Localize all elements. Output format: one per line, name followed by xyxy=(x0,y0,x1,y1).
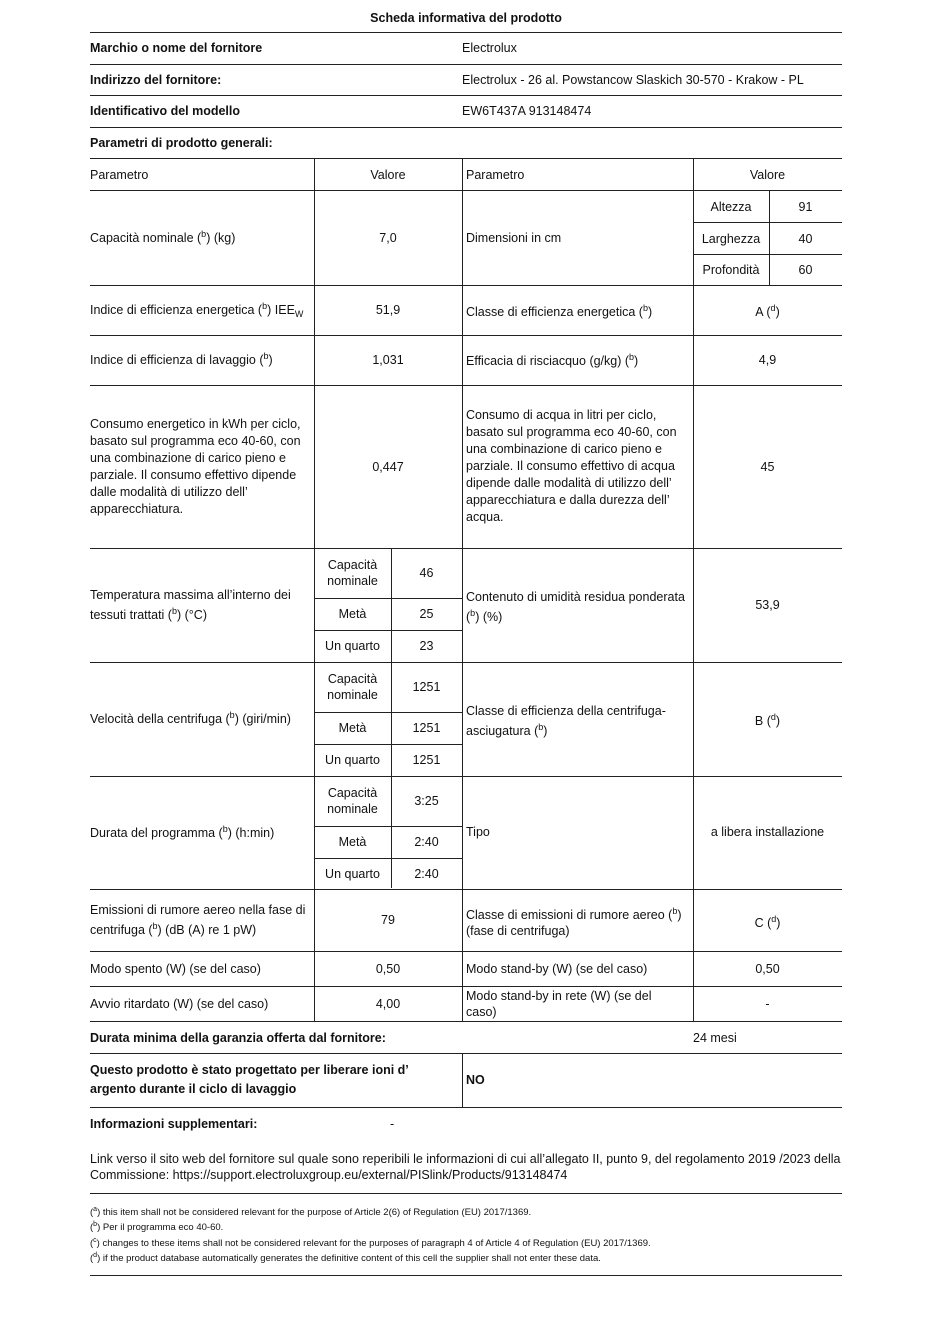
water-consumption-label: Consumo di acqua in litri per ciclo, basato sul programma eco 40-60, con una combinazione di carico pieno e parziale. Il consumo effettivo di acqua dipende dalle modalità di utilizzo dell’ apparecchiatura e dalla durezza dell’ acqua. xyxy=(466,408,677,524)
rule xyxy=(90,1275,842,1276)
warranty-value: 24 mesi xyxy=(693,1031,737,1045)
duration-quarter-value: 2:40 xyxy=(414,866,439,881)
silver-ions-label: Questo prodotto è stato progettato per liberare ioni d’ argento durante il ciclo di lavaggio xyxy=(90,1063,409,1096)
additional-info-value: - xyxy=(390,1117,395,1131)
spin-rated-label: Capacità nominale xyxy=(327,672,378,702)
value-header-right: Valore xyxy=(749,168,786,182)
rule xyxy=(90,95,842,96)
value-header-left: Valore xyxy=(370,168,406,182)
duration-rated-label: Capacità nominale xyxy=(327,786,378,816)
delay-start-label: Avvio ritardato (W) (se del caso) xyxy=(90,996,269,1011)
supplier-website-link[interactable]: Link verso il sito web del fornitore sul quale sono reperibili le informazioni di cui all’allegato II, punto 9, del regolamento 2019 /2023 della Commissione: https://support.electroluxgroup.eu/external/PISlink/Products/913148474 xyxy=(90,1152,841,1182)
depth-label: Profondità xyxy=(702,263,760,277)
document-title: Scheda informativa del prodotto xyxy=(370,11,562,25)
rule xyxy=(90,32,842,33)
duration-half-value: 2:40 xyxy=(414,835,439,849)
height-value: 91 xyxy=(798,200,813,214)
footnote-d: ($^d$) if the product database automatically generates the definitive content of this cell the supplier shall not enter these data. xyxy=(90,1252,601,1264)
height-label: Altezza xyxy=(710,200,752,214)
param-header-right: Parametro xyxy=(466,168,525,182)
spin-half-label: Metà xyxy=(338,721,367,735)
width-value: 40 xyxy=(798,232,813,246)
temp-rated-label: Capacità nominale xyxy=(327,558,378,588)
temp-half-value: 25 xyxy=(419,607,434,621)
moisture-label: Contenuto di umidità residua ponderata ($^b$) (%) xyxy=(466,590,685,624)
noise-value: 79 xyxy=(381,912,395,927)
network-standby-value: - xyxy=(765,996,770,1011)
footnote-c: ($^c$) changes to these items shall not be considered relevant for the purposes of paragraph 4 of Article 4 of Regulation (EU) 2017/1369. xyxy=(90,1237,651,1249)
noise-class-label: Classe di emissioni di rumore aereo ($^b$) (fase di centrifuga) xyxy=(466,905,682,938)
width-label: Larghezza xyxy=(701,232,761,246)
rinse-label: Efficacia di risciacquo (g/kg) ($^b$) xyxy=(466,352,639,368)
duration-rated-value: 3:25 xyxy=(414,794,439,808)
spin-speed-label: Velocità della centrifuga ($^b$) (giri/min) xyxy=(90,710,291,726)
duration-label: Durata del programma ($^b$) (h:min) xyxy=(90,824,275,840)
wash-index-label: Indice di efficienza di lavaggio ($^b$) xyxy=(90,351,273,367)
temp-rated-value: 46 xyxy=(419,566,434,580)
type-value: a libera installazione xyxy=(710,825,825,839)
rule xyxy=(90,127,842,128)
rule xyxy=(90,1193,842,1194)
address-value: Electrolux - 26 al. Powstancow Slaskich 30-570 - Krakow - PL xyxy=(462,73,804,87)
rule xyxy=(693,254,842,255)
duration-quarter-label: Un quarto xyxy=(325,866,380,881)
rule xyxy=(90,1107,842,1108)
brand-label: Marchio o nome del fornitore xyxy=(90,41,263,55)
dimensions-label: Dimensioni in cm xyxy=(466,230,562,245)
rule xyxy=(90,1021,842,1022)
duration-half-label: Metà xyxy=(338,835,367,849)
type-label: Tipo xyxy=(466,825,490,839)
brand-value: Electrolux xyxy=(462,41,517,55)
capacity-label: Capacità nominale ($^b$) (kg) xyxy=(90,228,236,245)
model-label: Identificativo del modello xyxy=(90,104,241,118)
rule xyxy=(90,64,842,65)
rule xyxy=(693,222,842,223)
energy-class-value: A ($^d$) xyxy=(755,303,780,319)
spin-quarter-value: 1251 xyxy=(412,753,441,767)
noise-class-value: C ($^d$) xyxy=(754,913,781,930)
wash-index-value: 1,031 xyxy=(372,353,404,367)
spin-quarter-label: Un quarto xyxy=(325,753,380,767)
network-standby-label: Modo stand-by in rete (W) (se del caso) xyxy=(466,988,652,1019)
capacity-value: 7,0 xyxy=(379,230,397,245)
general-parameters-label: Parametri di prodotto generali: xyxy=(90,136,273,150)
spin-half-value: 1251 xyxy=(412,721,441,735)
eei-value: 51,9 xyxy=(375,303,401,317)
noise-label: Emissioni di rumore aereo nella fase di centrifuga ($^b$) (dB (A) re 1 pW) xyxy=(90,902,306,937)
address-label: Indirizzo del fornitore: xyxy=(90,73,222,87)
column-divider xyxy=(462,158,463,1021)
rule xyxy=(90,158,842,159)
silver-ions-value: NO xyxy=(466,1073,485,1087)
energy-consumption-label: Consumo energetico in kWh per ciclo, basato sul programma eco 40-60, con una combinazione di carico pieno e parziale. Il consumo effettivo dipende dalle modalità di utilizzo dell’ apparecchiatura. xyxy=(90,416,301,516)
eei-label: Indice di efficienza energetica ($^b$) $IEE_W$ xyxy=(90,301,304,319)
warranty-label: Durata minima della garanzia offerta dal fornitore: xyxy=(90,1031,386,1045)
temp-quarter-label: Un quarto xyxy=(325,639,380,653)
off-mode-label: Modo spento (W) (se del caso) xyxy=(90,961,261,976)
delay-start-value: 4,00 xyxy=(375,996,401,1011)
energy-consumption-value: 0,447 xyxy=(372,459,404,474)
temp-half-label: Metà xyxy=(338,607,367,621)
temp-quarter-value: 23 xyxy=(419,639,434,653)
spin-class-label: Classe di efficienza della centrifuga-asciugatura ($^b$) xyxy=(466,704,666,738)
max-temperature-label: Temperatura massima all’interno dei tessuti trattati ($^b$) (°C) xyxy=(90,588,291,622)
footnote-a: ($^a$) this item shall not be considered relevant for the purpose of Article 2(6) of Regulation (EU) 2017/1369. xyxy=(90,1206,532,1218)
model-value: EW6T437A 913148474 xyxy=(462,104,592,118)
param-header-left: Parametro xyxy=(90,168,149,182)
column-divider xyxy=(462,1053,463,1107)
off-mode-value: 0,50 xyxy=(375,961,401,976)
rinse-value: 4,9 xyxy=(758,353,777,367)
footnote-b: ($^b$) Per il programma eco 40-60. xyxy=(90,1221,224,1233)
depth-value: 60 xyxy=(798,263,813,277)
standby-value: 0,50 xyxy=(755,961,780,976)
standby-label: Modo stand-by (W) (se del caso) xyxy=(466,961,648,976)
additional-info-label: Informazioni supplementari: xyxy=(90,1117,258,1131)
water-consumption-value: 45 xyxy=(760,459,775,474)
spin-rated-value: 1251 xyxy=(412,680,441,694)
moisture-value: 53,9 xyxy=(755,598,780,612)
spin-class-value: B ($^d$) xyxy=(754,712,781,728)
energy-class-label: Classe di efficienza energetica ($^b$) xyxy=(466,303,653,319)
